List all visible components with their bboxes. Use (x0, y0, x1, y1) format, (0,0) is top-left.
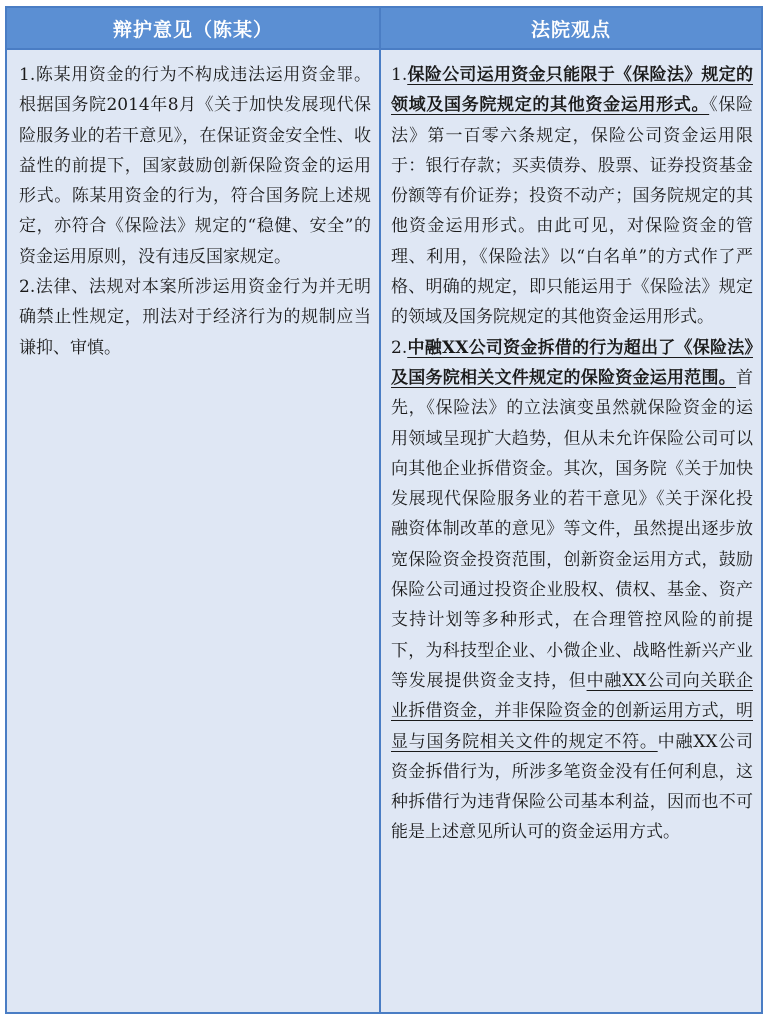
header-court-view: 法院观点 (530, 18, 611, 41)
court-point-1-number: 1. (391, 65, 408, 85)
court-point-1-body: 《保险法》第一百零六条规定，保险公司资金运用限于：银行存款；买卖债券、股票、证券投资基金份额等有价证券；投资不动产；国务院规定的其他资金运用形式。由此可见，对保险资金的管理、利用，《保险法》以“白名单”的方式作了严格、明确的规定，即只能运用于《保险法》规定的领域及国务院规定的其他资金运用形式。 (391, 95, 754, 328)
court-point-1 (391, 60, 753, 333)
court-view-cell (381, 50, 761, 1012)
court-point-2-body-a: 首先，《保险法》的立法演变虽然就保险资金的运用领域呈现扩大趋势，但从未允许保险公司可以向其他企业拆借资金。其次，国务院《关于加快发展现代保险服务业的若干意见》《关于深化投融资体制改革的意见》等文件，虽然提出逐步放宽保险资金投资范围，创新资金运用方式，鼓励保险公司通过投资企业股权、债权、基金、资产支持计划等多种形式，在合理管控风险的前提下，为科技型企业、小微企业、战略性新兴产业等发展提供资金支持，但 (391, 367, 753, 691)
defense-opinion-cell (7, 50, 381, 1012)
table-body-row (7, 50, 761, 1012)
defense-point-2: 2.法律、法规对本案所涉运用资金行为并无明确禁止性规定，刑法对于经济行为的规制应当谦抑、审慎。 (19, 277, 371, 358)
defense-point-1: 1.陈某用资金的行为不构成违法运用资金罪。根据国务院2014年8月《关于加快发展现代保险服务业的若干意见》，在保证资金安全性、收益性的前提下，国家鼓励创新保险资金的运用形式。陈某用资金的行为，符合国务院上述规定，亦符合《保险法》规定的“稳健、安全”的资金运用原则，没有违反国家规定。 (19, 65, 371, 267)
court-point-2-underlined: 中融XX公司向关联企业拆借资金，并非保险资金的创新运用方式，明显与国务院相关文件的规定不符。 (391, 670, 753, 752)
court-point-1-heading: 保险公司运用资金只能限于《保险法》规定的领域及国务院规定的其他资金运用形式。 (391, 65, 753, 116)
court-point-2 (391, 333, 753, 848)
court-point-2-body-b: 中融XX公司资金拆借行为，所涉多笔资金没有任何利息，这种拆借行为违背保险公司基本利益，因而也不可能是上述意见所认可的资金运用方式。 (391, 731, 753, 843)
court-point-2-number: 2. (391, 337, 408, 358)
court-point-2-heading: 中融XX公司资金拆借的行为超出了《保险法》及国务院相关文件规定的保险资金运用范围。 (391, 337, 753, 388)
table-header (7, 8, 761, 50)
header-defense-opinion: 辩护意见（陈某） (7, 8, 381, 48)
comparison-table (5, 6, 763, 1014)
